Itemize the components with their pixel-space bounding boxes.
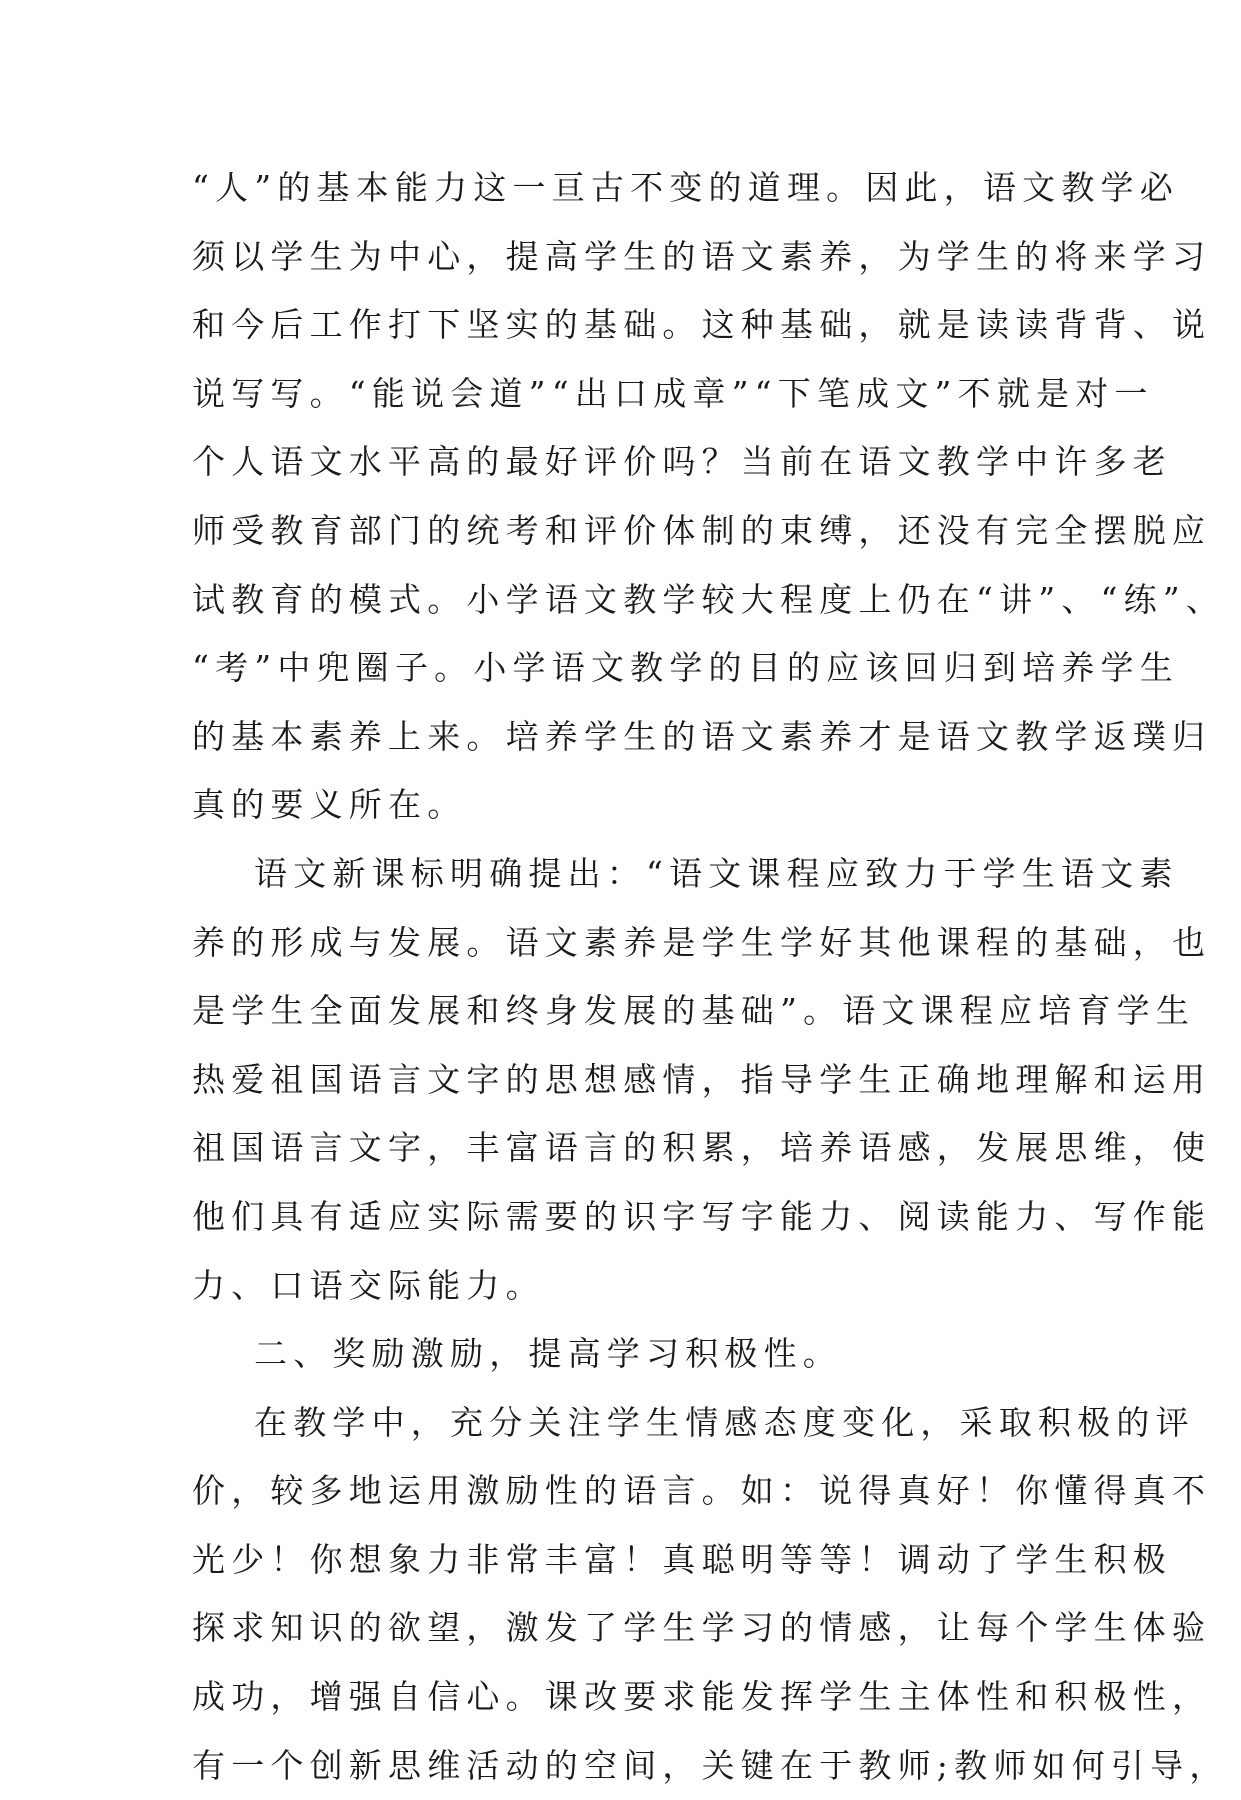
document-body (192, 154, 1229, 1800)
section-heading: 二、奖励激励，提高学习积极性。 (254, 1334, 842, 1374)
text-line: 师受教育部门的统考和评价体制的束缚，还没有完全摆脱应 (192, 510, 1212, 550)
text-line: 和今后工作打下坚实的基础。这种基础，就是读读背背、说 (192, 305, 1212, 345)
text-line: 的基本素养上来。培养学生的语文素养才是语文教学返璞归 (192, 716, 1212, 756)
text-line: 光少！你想象力非常丰富！真聪明等等！调动了学生积极 (192, 1539, 1172, 1579)
text-line: “考”中兜圈子。小学语文教学的目的应该回归到培养学生 (192, 648, 1179, 688)
text-line: 真的要义所在。 (192, 785, 467, 825)
text-line: 祖国语言文字，丰富语言的积累，培养语感，发展思维，使 (192, 1128, 1212, 1168)
paragraph-first-line: 在教学中，充分关注学生情感态度变化，采取积极的评 (254, 1402, 1195, 1442)
text-line: 说写写。“能说会道”“出口成章”“下笔成文”不就是对一 (192, 373, 1154, 413)
text-line: 养的形成与发展。语文素养是学生学好其他课程的基础，也 (192, 922, 1212, 962)
text-line: 成功，增强自信心。课改要求能发挥学生主体性和积极性， (192, 1677, 1212, 1717)
text-line: 须以学生为中心，提高学生的语文素养，为学生的将来学习 (192, 236, 1212, 276)
text-line: 试教育的模式。小学语文教学较大程度上仍在“讲”、“练”、 (192, 579, 1226, 619)
text-line: 力、口语交际能力。 (192, 1265, 545, 1305)
text-line: 他们具有适应实际需要的识字写字能力、阅读能力、写作能 (192, 1196, 1212, 1236)
text-line: 是学生全面发展和终身发展的基础”。语文课程应培育学生 (192, 991, 1196, 1031)
text-line: 探求知识的欲望，激发了学生学习的情感，让每个学生体验 (192, 1608, 1212, 1648)
text-line: 热爱祖国语言文字的思想感情，指导学生正确地理解和运用 (192, 1059, 1212, 1099)
paragraph-first-line: 语文新课标明确提出：“语文课程应致力于学生语文素 (254, 853, 1179, 893)
text-line: 价，较多地运用激励性的语言。如：说得真好！你懂得真不 (192, 1471, 1212, 1511)
text-line: “人”的基本能力这一亘古不变的道理。因此，语文教学必 (192, 168, 1179, 207)
text-line: 有一个创新思维活动的空间，关键在于教师;教师如何引导， (192, 1745, 1229, 1785)
text-line: 个人语文水平高的最好评价吗？当前在语文教学中许多老 (192, 442, 1172, 482)
